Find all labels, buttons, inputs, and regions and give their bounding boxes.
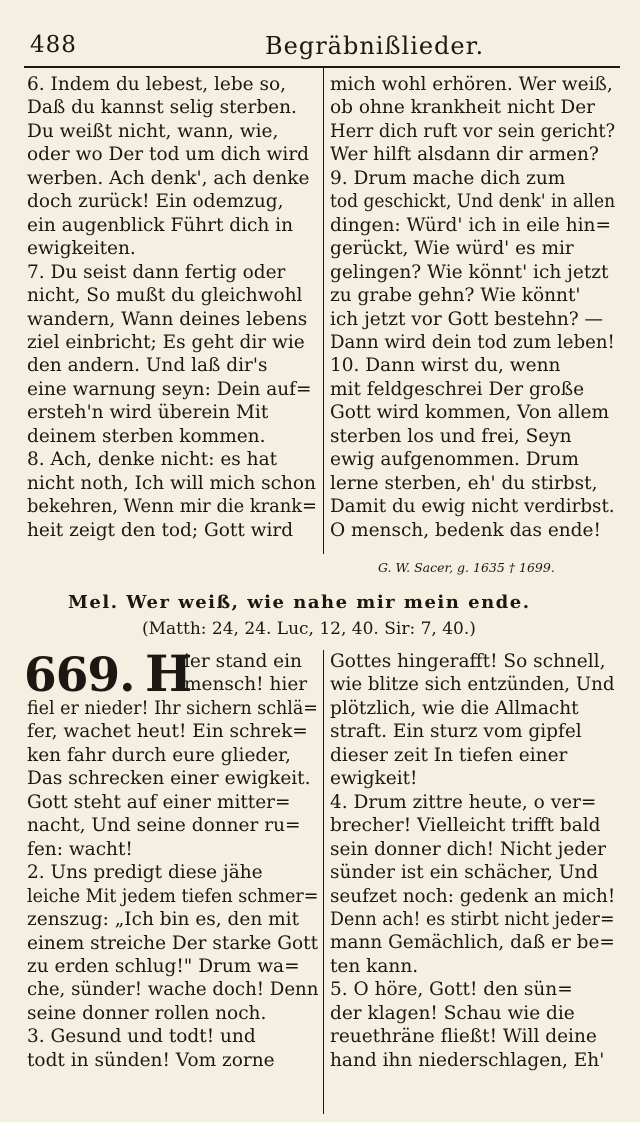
text-line: ewigkeiten.	[27, 238, 136, 260]
text-line: leiche Mit jedem tiefen schmer=	[27, 885, 319, 907]
text-line: ewigkeit!	[330, 768, 418, 790]
text-line: wandern, Wann deines lebens	[27, 308, 308, 330]
text-line: 5. O höre, Gott! den sün=	[330, 979, 573, 1001]
text-line: 10. Dann wirst du, wenn	[330, 355, 561, 377]
text-line: mich wohl erhören. Wer weiß,	[330, 74, 613, 95]
text-line: 6. Indem du lebest, lebe so,	[27, 74, 286, 95]
text-line: bekehren, Wenn mir die krank=	[27, 496, 317, 518]
text-line: O mensch, bedenk das ende!	[330, 519, 601, 541]
text-line: mann Gemächlich, daß er be=	[330, 932, 615, 954]
text-line: ier stand ein	[184, 651, 302, 672]
text-line: zu erden schlug!" Drum wa=	[27, 955, 300, 977]
text-line: Daß du kannst selig sterben.	[27, 97, 297, 119]
text-line: ken fahr durch eure glieder,	[27, 744, 291, 766]
text-line: gelingen? Wie könnt' ich jetzt	[330, 261, 609, 283]
text-line: 2. Uns predigt diese jähe	[27, 862, 263, 884]
text-line: 4. Drum zittre heute, o ver=	[330, 791, 597, 813]
text-line: einem streiche Der starke Gott	[27, 932, 319, 954]
text-line: der klagen! Schau wie die	[330, 1002, 575, 1024]
text-line: mensch! hier	[184, 674, 308, 696]
text-line: zenszug: „Ich bin es, den mit	[27, 909, 300, 931]
text-column-left-top	[27, 73, 317, 542]
text-line: dieser zeit In tiefen einer	[330, 744, 568, 766]
text-line: sein donner dich! Nicht jeder	[330, 838, 607, 860]
text-line: ich jetzt vor Gott bestehn? —	[330, 308, 604, 330]
hymn-number: 669.	[24, 648, 135, 703]
text-line: nicht noth, Ich will mich schon	[27, 472, 316, 494]
text-line: Gott steht auf einer mitter=	[27, 791, 291, 813]
scripture-references: (Matth: 24, 24. Luc, 12, 40. Sir: 7, 40.)	[142, 619, 476, 639]
text-line: seine donner rollen noch.	[27, 1002, 267, 1024]
text-line: Damit du ewig nicht verdirbst.	[330, 496, 615, 518]
text-line: Gottes hingerafft! So schnell,	[330, 651, 606, 672]
text-line: Gott wird kommen, Von allem	[330, 402, 609, 424]
text-line: fer, wachet heut! Ein schrek=	[27, 721, 308, 743]
text-line: doch zurück! Ein odemzug,	[27, 191, 284, 213]
text-line: reuethräne fließt! Will deine	[330, 1026, 597, 1048]
hymn-first-lines	[184, 650, 318, 697]
text-line: Das schrecken einer ewigkeit.	[27, 768, 311, 790]
column-divider-top	[323, 68, 324, 554]
text-line: fiel er nieder! Ihr sichern schlä=	[27, 698, 318, 719]
text-line: ziel einbricht; Es geht dir wie	[27, 331, 305, 353]
text-line: nacht, Und seine donner ru=	[27, 815, 301, 837]
text-line: werben. Ach denk', ach denke	[27, 167, 310, 189]
text-line: ewig aufgenommen. Drum	[330, 449, 579, 471]
page-number: 488	[30, 32, 77, 58]
drop-cap-initial: H	[145, 644, 193, 703]
text-line: Wer hilft alsdann dir armen?	[330, 144, 599, 166]
text-line: ersteh'n wird überein Mit	[27, 402, 269, 424]
text-line: plötzlich, wie die Allmacht	[330, 697, 579, 719]
text-line: todt in sünden! Vom zorne	[27, 1049, 275, 1071]
text-line: den andern. Und laß dir's	[27, 355, 268, 377]
text-line: Herr dich ruft vor sein gericht?	[330, 120, 616, 142]
text-line: ob ohne krankheit nicht Der	[330, 97, 596, 119]
text-line: Denn ach! es stirbt nicht jeder=	[330, 908, 615, 930]
text-line: 3. Gesund und todt! und	[27, 1026, 256, 1048]
text-line: sterben los und frei, Seyn	[330, 425, 572, 447]
header-rule	[24, 66, 620, 68]
text-line: dingen: Würd' ich in eile hin=	[330, 214, 611, 236]
text-line: hand ihn niederschlagen, Eh'	[330, 1049, 605, 1071]
text-line: eine warnung seyn: Dein auf=	[27, 378, 312, 400]
text-line: brecher! Vielleicht trifft bald	[330, 815, 601, 837]
text-line: 7. Du seist dann fertig oder	[27, 261, 286, 283]
text-line: gerückt, Wie würd' es mir	[330, 238, 574, 260]
text-line: deinem sterben kommen.	[27, 425, 266, 447]
text-line: zu grabe gehn? Wie könnt'	[330, 285, 581, 307]
text-line: ten kann.	[330, 955, 419, 977]
running-title: Begräbnißlieder.	[265, 32, 485, 60]
text-line: mit feldgeschrei Der große	[330, 378, 585, 400]
text-line: oder wo Der tod um dich wird	[27, 144, 309, 166]
text-line: fen: wacht!	[27, 838, 133, 860]
page-header	[30, 32, 612, 68]
text-line: sünder ist ein schächer, Und	[330, 862, 599, 884]
column-divider-bottom	[323, 650, 324, 1114]
text-column-left-bottom	[27, 697, 318, 1072]
text-column-right-top	[330, 73, 615, 542]
text-line: Dann wird dein tod zum leben!	[330, 331, 615, 353]
text-line: nicht, So mußt du gleichwohl	[27, 285, 303, 307]
text-line: wie blitze sich entzünden, Und	[330, 674, 615, 696]
text-line: tod geschickt, Und denk' in allen	[330, 191, 616, 213]
text-line: 8. Ach, denke nicht: es hat	[27, 449, 278, 471]
text-line: heit zeigt den tod; Gott wird	[27, 519, 294, 541]
text-line: seufzet noch: gedenk an mich!	[330, 885, 616, 907]
text-line: straft. Ein sturz vom gipfel	[330, 721, 582, 743]
text-column-right-bottom	[330, 650, 615, 1072]
text-line: ein augenblick Führt dich in	[27, 214, 294, 236]
text-line: che, sünder! wache doch! Denn	[27, 979, 319, 1001]
author-attribution: G. W. Sacer, g. 1635 † 1699.	[378, 560, 555, 575]
text-line: 9. Drum mache dich zum	[330, 167, 566, 189]
melody-line: Mel. Wer weiß, wie nahe mir mein ende.	[68, 592, 531, 613]
text-line: lerne sterben, eh' du stirbst,	[330, 472, 598, 494]
text-line: Du weißt nicht, wann, wie,	[27, 120, 279, 142]
